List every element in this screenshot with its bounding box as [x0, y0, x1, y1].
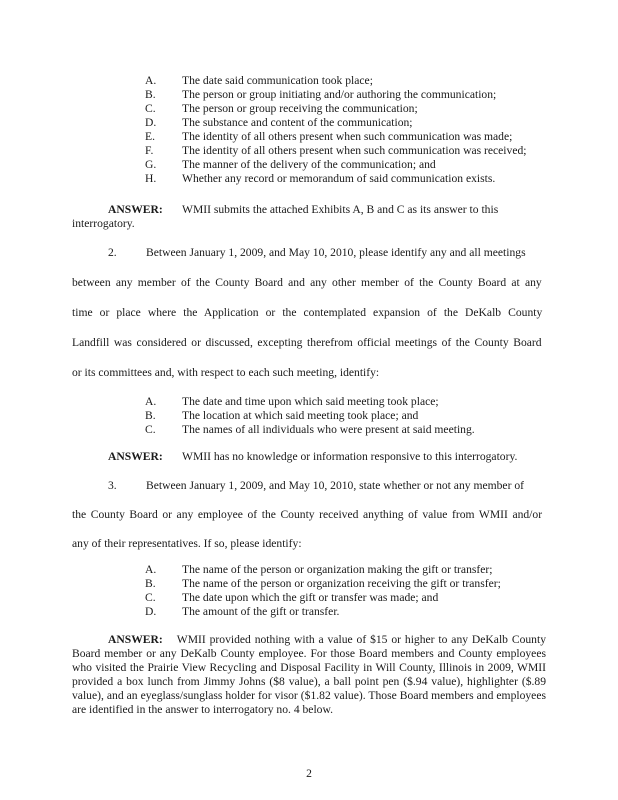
- interrogatory-number: 2.: [108, 246, 117, 259]
- answer-label: ANSWER:: [108, 203, 163, 216]
- page-number: 2: [306, 767, 312, 780]
- interrogatory-text: Between January 1, 2009, and May 10, 2010, please identify any and all meetings: [146, 246, 526, 259]
- interrogatory-text: any of their representatives. If so, please identify:: [72, 537, 302, 550]
- interrogatory-text: Between January 1, 2009, and May 10, 2010, state whether or not any member of: [146, 479, 524, 492]
- answer-text: WMII submits the attached Exhibits A, B and C as its answer to this: [182, 203, 499, 216]
- answer-label: ANSWER:: [108, 450, 163, 463]
- interrogatory-text: time or place where the Application or the contemplated expansion of the DeKalb County: [72, 306, 543, 319]
- answer-label: ANSWER:: [108, 633, 163, 646]
- interrogatory-text: the County Board or any employee of the County received anything of value from WMII and/or: [72, 508, 543, 521]
- answer-3: [72, 633, 546, 717]
- interrogatory-number: 3.: [108, 479, 117, 492]
- answer-text: interrogatory.: [72, 217, 135, 230]
- interrogatory-text: Landfill was considered or discussed, excepting therefrom official meetings of the County Board: [72, 336, 542, 349]
- document-page: A. The date said communication took place; B. The person or group initiating and/or authoring the communication; C. The person or group receiving the communication; D. The substance and content of the communication; E. The identity of all others present when such communication was made; F. The identity of all others present when such communication was received; G. The manner of the delivery of the communication; and H. Whether any record or memorandum of said communication exists. ANSWER: WMII submits the attached Exhibits A, B and C as its answer to this interrogatory. 2. Between January 1, 2009, and May 10, 2010, please identify any and all meetings between any member of the County Board and any other member of the County Board at any time or place where the Application or the contemplated expansion of the DeKalb County Landfill was considered or discussed, excepting therefrom official meetings of the County Board or its committees and, with respect to each such meeting, identify: A. The date and time upon which said meeting took place; B. The location at which said meeting took place; and C. The names of all individuals who were present at said meeting. ANSWER: WMII has no knowledge or information responsive to this interrogatory. 3. Between January 1, 2009, and May 10, 2010, state whether or not any member of the County Board or any employee of the County received anything of value from WMII and/or any of their representatives. If so, please identify: A. The name of the person or organization making the gift or transfer; B. The name of the person or organization receiving the gift or transfer; C. The date upon which the gift or transfer was made; and D. The amount of the gift or transfer. ANSWER: WMII provided nothing with a value of $15 or higher to any DeKalb County Board member or any DeKalb County employee. For those Board members and County employees who visited the Prairie View Recycling and Disposal Facility in Will County, Illinois in 2009, WMII provided a box lunch from Jimmy Johns ($8 value), a ball point pen ($.94 value), highlighter ($.89 value), and an eyeglass/sunglass holder for visor ($1.82 value). Those Board members and employees are identified in the answer to interrogatory no. 4 below. 2: [0, 0, 618, 800]
- answer-text: WMII provided nothing with a value of $15 or higher to any DeKalb County Board member or any DeKalb County employee. For those Board members and County employees who visited the Prairie View Recycling and Disposal Facility in Will County, Illinois in 2009, WMII provided a box lunch from Jimmy Johns ($8 value), a ball point pen ($.94 value), highlighter ($.89 value), and an eyeglass/sunglass holder for visor ($1.82 value). Those Board members and employees are identified in the answer to interrogatory no. 4 below.: [72, 633, 546, 716]
- interrogatory-text: between any member of the County Board and any other member of the County Board at any: [72, 276, 542, 289]
- interrogatory-text: or its committees and, with respect to each such meeting, identify:: [72, 366, 380, 379]
- answer-text: WMII has no knowledge or information responsive to this interrogatory.: [182, 450, 518, 463]
